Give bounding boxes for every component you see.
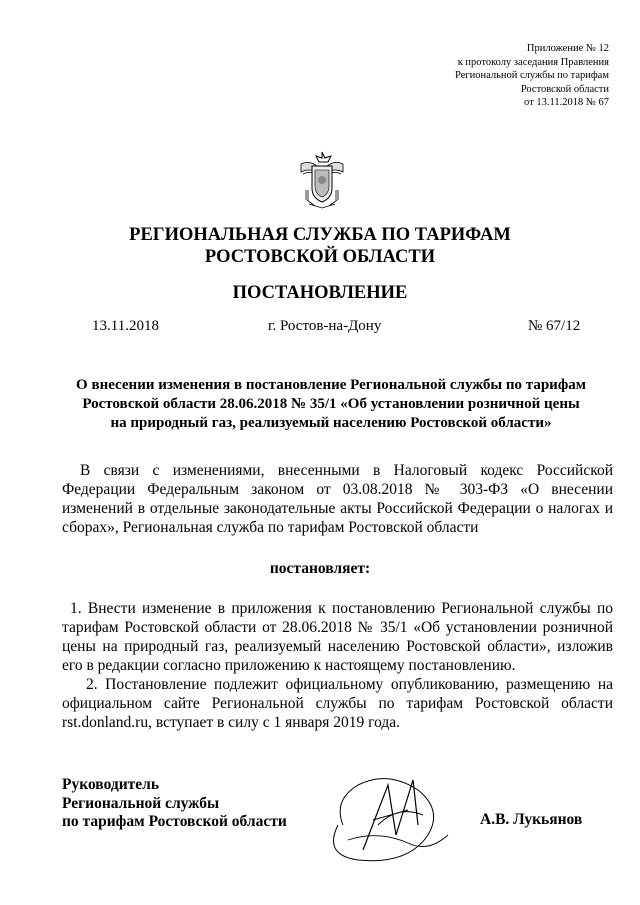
signatory-title	[62, 776, 287, 832]
document-date: 13.11.2018	[92, 318, 159, 334]
appendix-line: Приложение № 12	[526, 43, 609, 54]
appendix-line: от 13.11.2018 № 67	[524, 97, 609, 108]
resolution-item-2: 2. Постановление подлежит официальному опубликованию, размещению на официальном сайте Региональной службы по тарифам Ростовской области rst.donland.ru, вступает в силу с 1 января 2019 года.	[62, 676, 613, 731]
coat-of-arms-icon	[297, 150, 347, 210]
document-subject: О внесении изменения в постановление Региональной службы по тарифам Ростовской области 28.06.2018 № 35/1 «Об установлении розничной цены на природный газ, реализуемый населению Ростовской области»	[76, 377, 586, 431]
document-number: № 67/12	[528, 318, 581, 334]
document-type: ПОСТАНОВЛЕНИЕ	[232, 283, 408, 303]
signatory-title-line: по тарифам Ростовской области	[62, 813, 287, 830]
signatory-title-line: Региональной службы	[62, 794, 220, 812]
appendix-note	[455, 42, 609, 110]
appendix-line: к протоколу заседания Правления	[457, 56, 609, 68]
document-city: г. Ростов-на-Дону	[268, 318, 382, 334]
resolution-item-1: 1. Внести изменение в приложения к постановлению Региональной службы по тарифам Ростовской области от 28.06.2018 № 35/1 «Об установлении розничной цены на природный газ, реализуемый населению Ростовской области», изложив его в редакции согласно приложению к настоящему постановлению.	[62, 600, 613, 674]
preamble-paragraph: В связи с изменениями, внесенными в Налоговый кодекс Российской Федерации Федеральным законом от 03.08.2018 № 303-ФЗ «О внесении изменений в отдельные законодательные акты Российской Федерации о налогах и сборах», Региональная служба по тарифам Ростовской области	[62, 462, 613, 536]
appendix-line: Региональной службы по тарифам	[454, 70, 609, 81]
organization-name-line1: РЕГИОНАЛЬНАЯ СЛУЖБА ПО ТАРИФАМ	[129, 225, 511, 245]
signatory-name: А.В. Лукьянов	[480, 811, 583, 828]
resolves-heading: постановляет:	[269, 560, 371, 577]
handwritten-signature	[318, 765, 468, 875]
signatory-title-line: Руководитель	[62, 776, 160, 793]
organization-name-line2: РОСТОВСКОЙ ОБЛАСТИ	[204, 247, 436, 267]
appendix-line: Ростовской области	[520, 83, 609, 95]
